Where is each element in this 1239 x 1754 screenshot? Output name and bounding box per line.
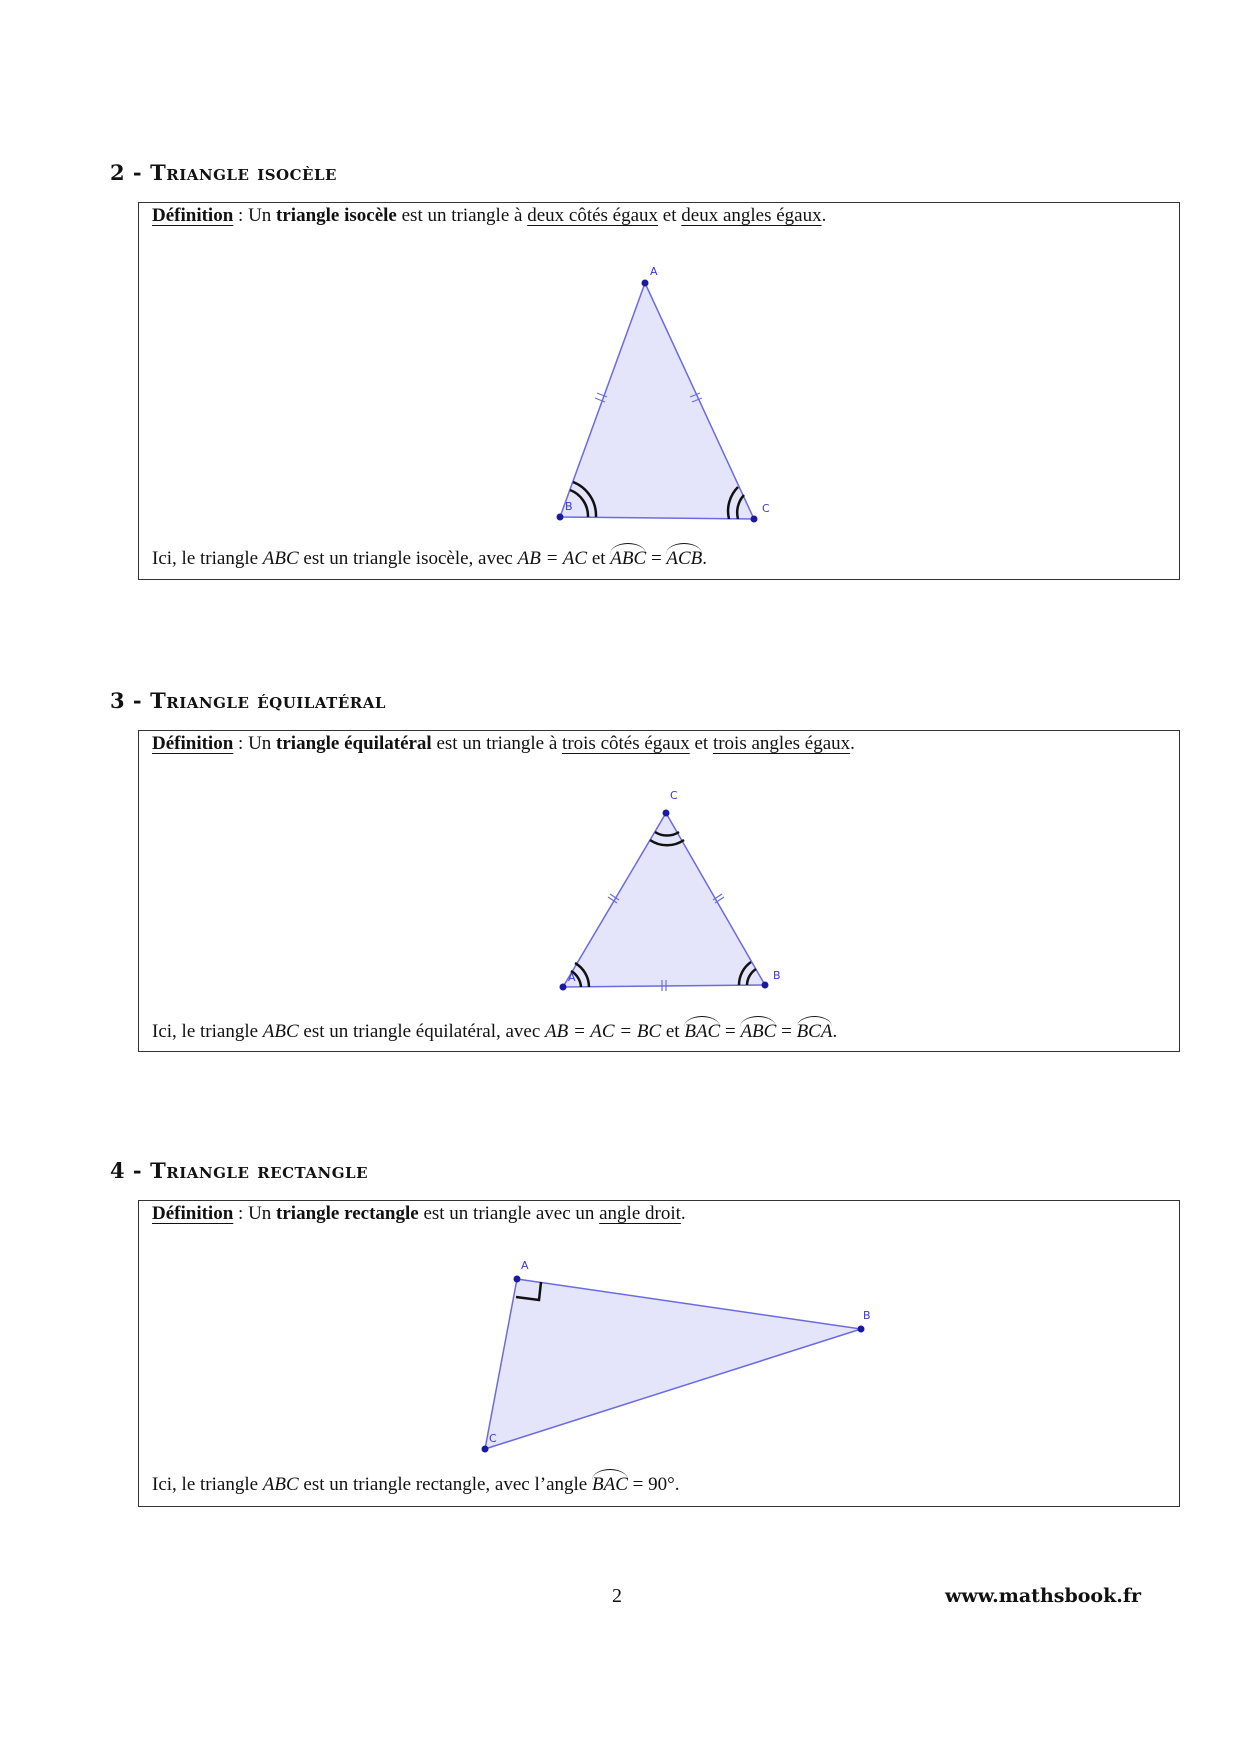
explanation-text: Ici, le triangle ABC est un triangle isocèle, avec AB = AC et ABC = ACB. xyxy=(152,548,708,569)
vertex-label-a: A xyxy=(650,265,658,278)
angle-notation: BAC xyxy=(591,1474,628,1495)
definition-box-equilateral xyxy=(138,730,1180,1052)
definition-box-isosceles xyxy=(138,202,1180,580)
section-number: 4 - xyxy=(110,1158,143,1183)
definition-term: triangle isocèle xyxy=(276,205,397,226)
site-url: www.mathsbook.fr xyxy=(945,1585,1142,1607)
explanation-text: Ici, le triangle ABC est un triangle équilatéral, avec AB = AC = BC et BAC = ABC = BCA. xyxy=(152,1021,838,1042)
section-title: Triangle isocèle xyxy=(150,160,337,185)
definition-label: Définition xyxy=(152,733,234,754)
definition-label: Définition xyxy=(152,1203,234,1224)
isosceles-triangle-figure xyxy=(139,203,1179,579)
explanation-text: Ici, le triangle ABC est un triangle rectangle, avec l’angle BAC = 90°. xyxy=(152,1474,680,1495)
triangle-fill xyxy=(485,1279,861,1449)
section-number: 3 - xyxy=(110,688,143,713)
right-triangle-figure xyxy=(139,1201,1179,1506)
underlined-property: deux côtés égaux xyxy=(527,205,659,226)
angle-notation: ACB xyxy=(666,548,703,569)
vertex-label-b: B xyxy=(565,500,573,513)
section-title: Triangle rectangle xyxy=(150,1158,369,1183)
vertex-label-c: C xyxy=(489,1432,497,1445)
equilateral-triangle-figure xyxy=(139,731,1179,1051)
definition-text: Définition : Un triangle rectangle est un triangle avec un angle droit. xyxy=(152,1203,686,1224)
section-number: 2 - xyxy=(110,160,143,185)
page-number: 2 xyxy=(612,1585,622,1607)
section-3-heading xyxy=(110,688,386,713)
vertex-label-a: A xyxy=(521,1259,529,1272)
definition-term: triangle équilatéral xyxy=(276,733,432,754)
underlined-property: trois côtés égaux xyxy=(562,733,690,754)
vertex-label-a: A xyxy=(568,971,576,984)
definition-text: Définition : Un triangle isocèle est un triangle à deux côtés égaux et deux angles égaux. xyxy=(152,205,827,226)
angle-notation: ABC xyxy=(610,548,647,569)
section-2-heading xyxy=(110,160,337,185)
underlined-property: angle droit xyxy=(599,1203,681,1224)
triangle-fill xyxy=(560,283,754,519)
definition-text: Définition : Un triangle équilatéral est un triangle à trois côtés égaux et trois angles égaux. xyxy=(152,733,855,754)
angle-notation: BCA xyxy=(796,1021,833,1042)
vertex-label-b: B xyxy=(863,1309,871,1322)
angle-notation: BAC xyxy=(684,1021,721,1042)
section-title: Triangle équilatéral xyxy=(150,688,386,713)
underlined-property: deux angles égaux xyxy=(681,205,822,226)
angle-notation: ABC xyxy=(740,1021,777,1042)
triangle-fill xyxy=(563,813,765,987)
vertex-label-c: C xyxy=(670,789,678,802)
underlined-property: trois angles égaux xyxy=(712,733,851,754)
section-4-heading xyxy=(110,1158,368,1183)
definition-box-right xyxy=(138,1200,1180,1507)
vertex-label-b: B xyxy=(773,969,781,982)
definition-label: Définition xyxy=(152,205,234,226)
definition-term: triangle rectangle xyxy=(276,1203,419,1224)
vertex-label-c: C xyxy=(762,502,770,515)
